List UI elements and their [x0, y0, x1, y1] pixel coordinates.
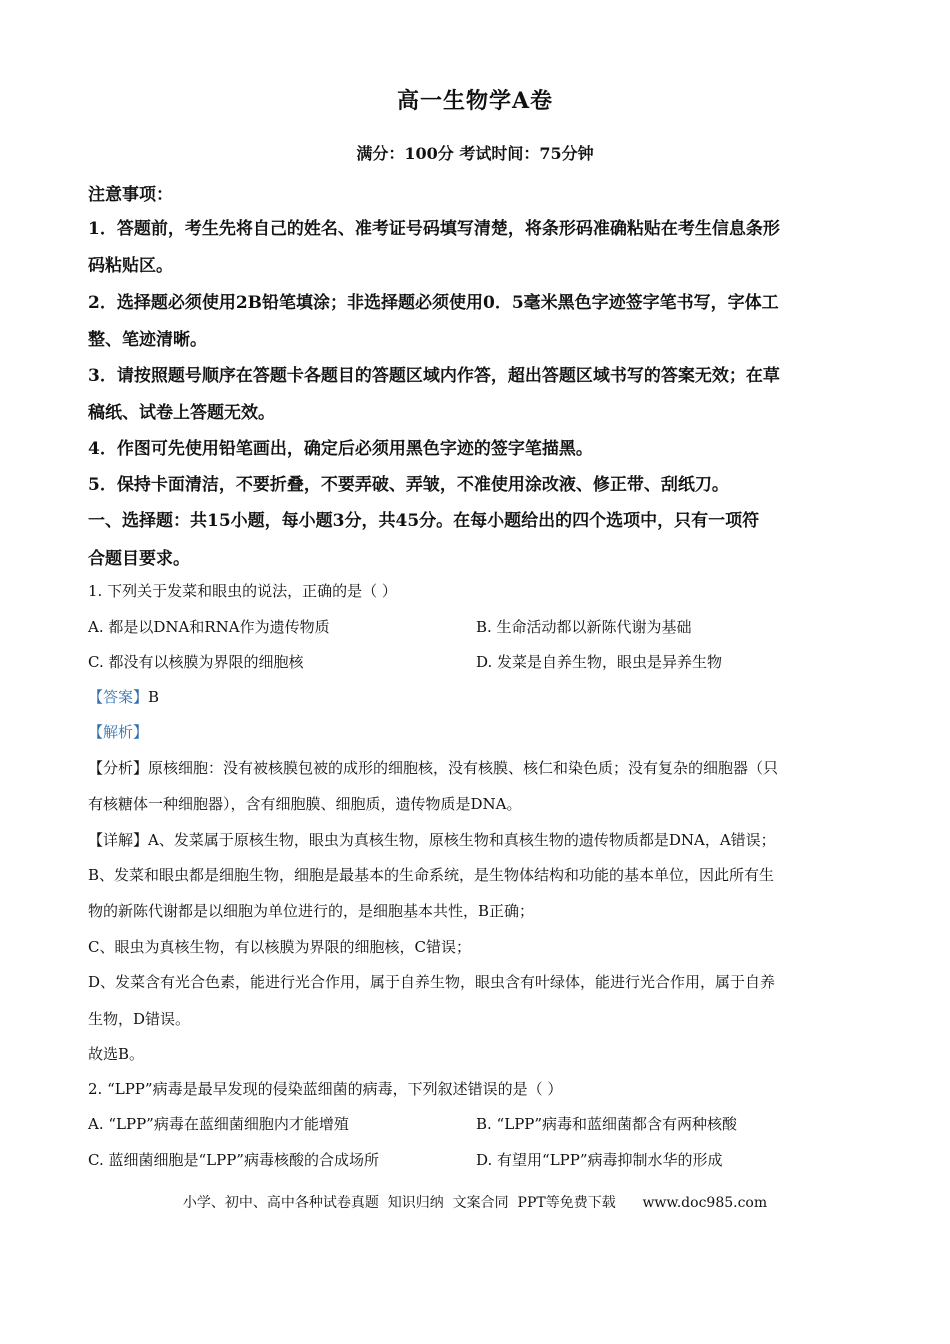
notice-line: 5．保持卡面清洁，不要折叠，不要弄破、弄皱，不准使用涂改液、修正带、刮纸刀。 [88, 475, 729, 495]
answer-line [88, 686, 868, 707]
answer-tag: 【答案】 [88, 688, 149, 706]
option-c: C. 都没有以核膜为界限的细胞核 [88, 653, 304, 671]
notice-line: 1．答题前，考生先将自己的姓名、准考证号码填写清楚，将条形码准确粘贴在考生信息条形 [88, 219, 780, 239]
analysis-line: D、发菜含有光合色素，能进行光合作用，属于自养生物，眼虫含有叶绿体，能进行光合作用，属于自养 [88, 973, 776, 991]
notice-line: 3．请按照题号顺序在答题卡各题目的答题区域内作答，超出答题区域书写的答案无效；在草 [88, 366, 780, 386]
analysis-line: B、发菜和眼虫都是细胞生物，细胞是最基本的生命系统，是生物体结构和功能的基本单位，因此所有生 [88, 866, 775, 884]
question-stem: 2. “LPP”病毒是最早发现的侵染蓝细菌的病毒，下列叙述错误的是（ ） [88, 1080, 563, 1098]
answer-value: B [148, 688, 160, 706]
notice-line: 2．选择题必须使用2B铅笔填涂；非选择题必须使用0．5毫米黑色字迹签字笔书写，字体工 [88, 293, 779, 313]
exam-info: 满分：100分 考试时间：75分钟 [356, 144, 594, 163]
option-c: C. 蓝细菌细胞是“LPP”病毒核酸的合成场所 [88, 1151, 379, 1169]
option-a: A. 都是以DNA和RNA作为遗传物质 [88, 618, 330, 636]
page-footer: 小学、初中、高中各种试卷真题 知识归纳 文案合同 PPT等免费下载 www.doc985.com [182, 1195, 768, 1211]
page-title: 高一生物学A卷 [396, 88, 554, 114]
section-heading: 合题目要求。 [88, 549, 190, 569]
analysis-line: 【分析】原核细胞：没有被核膜包被的成形的细胞核，没有核膜、核仁和染色质；没有复杂的细胞器（只 [88, 759, 779, 777]
notice-line: 整、笔迹清晰。 [88, 330, 207, 350]
option-a: A. “LPP”病毒在蓝细菌细胞内才能增殖 [88, 1115, 349, 1133]
analysis-line: 生物，D错误。 [88, 1010, 191, 1028]
notice-line: 4．作图可先使用铅笔画出，确定后必须用黑色字迹的签字笔描黑。 [88, 439, 593, 459]
analysis-line: 故选B。 [88, 1045, 145, 1063]
analysis-line: C、眼虫为真核生物，有以核膜为界限的细胞核，C错误； [88, 938, 471, 956]
option-d: D. 发菜是自养生物，眼虫是异养生物 [476, 653, 723, 671]
option-b: B. 生命活动都以新陈代谢为基础 [476, 618, 692, 636]
option-b: B. “LPP”病毒和蓝细菌都含有两种核酸 [476, 1115, 738, 1133]
analysis-tag: 【解析】 [88, 723, 149, 741]
question-stem: 1. 下列关于发菜和眼虫的说法，正确的是（ ） [88, 582, 397, 600]
analysis-line: 【详解】A、发菜属于原核生物，眼虫为真核生物，原核生物和真核生物的遗传物质都是DNA，A错误； [88, 831, 776, 849]
analysis-line: 物的新陈代谢都是以细胞为单位进行的，是细胞基本共性，B正确； [88, 902, 535, 920]
option-d: D. 有望用“LPP”病毒抑制水华的形成 [476, 1151, 723, 1169]
notice-line: 稿纸、试卷上答题无效。 [88, 403, 275, 423]
section-heading: 一、选择题：共15小题，每小题3分，共45分。在每小题给出的四个选项中，只有一项符 [88, 511, 760, 531]
notice-line: 码粘贴区。 [88, 256, 173, 276]
notice-heading: 注意事项： [88, 185, 173, 205]
analysis-line: 有核糖体一种细胞器），含有细胞膜、细胞质，遗传物质是DNA。 [88, 795, 522, 813]
